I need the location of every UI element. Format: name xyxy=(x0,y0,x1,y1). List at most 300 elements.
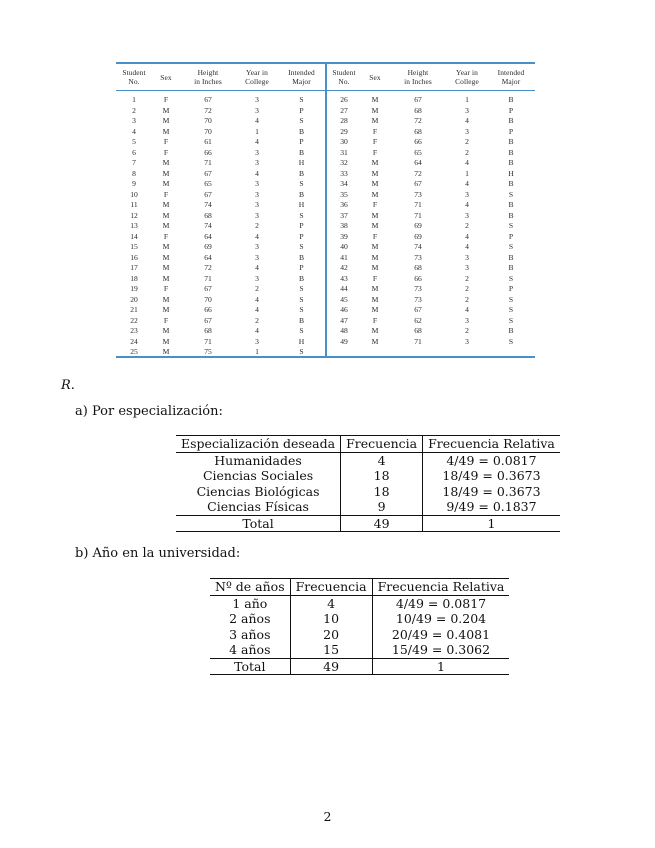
table-cell: 3 xyxy=(465,263,469,272)
table-cell: 71 xyxy=(204,158,212,167)
table-row xyxy=(116,263,325,274)
table-cell: P xyxy=(508,231,514,241)
table-cell: P xyxy=(508,126,514,136)
table-cell: 70 xyxy=(204,116,212,125)
table-cell: 38 xyxy=(340,221,348,230)
table-cell: S xyxy=(299,210,304,220)
table-cell: F xyxy=(372,315,378,325)
table-row xyxy=(327,253,535,264)
table-cell: 64 xyxy=(204,252,212,262)
column-header: Frecuencia Relativa xyxy=(372,579,509,596)
table-cell: M xyxy=(162,326,170,335)
table-row xyxy=(116,137,325,148)
table-cell: 22 xyxy=(130,315,138,325)
table-cell: 1 xyxy=(465,168,469,178)
table-row xyxy=(327,242,535,253)
table-row xyxy=(116,316,325,327)
table-cell: 15/49 = 0.3062 xyxy=(372,642,509,658)
table-cell: B xyxy=(298,273,305,283)
table-cell: 4 xyxy=(255,116,259,125)
student-table-left-body xyxy=(116,91,325,358)
table-cell: B xyxy=(508,147,514,157)
table-cell: 74 xyxy=(204,200,212,209)
table-row xyxy=(327,274,535,285)
header-major: Intended Major xyxy=(497,68,525,86)
table-row xyxy=(210,627,509,643)
table-cell: 4 xyxy=(465,200,469,209)
table-cell: F xyxy=(372,147,378,157)
table-cell: F xyxy=(163,147,169,157)
table-cell: 69 xyxy=(414,231,422,241)
table-cell: 2 xyxy=(132,105,136,115)
table-cell: M xyxy=(162,158,170,167)
table-cell: 11 xyxy=(130,200,138,209)
table-row xyxy=(210,642,509,658)
table-cell: F xyxy=(372,137,378,146)
table-cell: 71 xyxy=(414,210,422,220)
year-frequency-table xyxy=(210,578,509,675)
table-cell: 64 xyxy=(204,231,212,241)
table-cell: M xyxy=(371,116,379,125)
table-cell: 39 xyxy=(340,231,348,241)
header-height: Height in Inches xyxy=(404,68,432,86)
table-cell: 67 xyxy=(204,168,212,178)
table-row xyxy=(116,106,325,117)
table-cell: 46 xyxy=(340,305,348,314)
table-cell: 20 xyxy=(130,294,138,304)
table-row xyxy=(327,127,535,138)
table-cell: 4 xyxy=(255,137,259,146)
table-cell: M xyxy=(162,116,170,125)
table-cell: 66 xyxy=(204,147,212,157)
table-cell: Ciencias Biológicas xyxy=(196,483,320,499)
table-cell: 3 xyxy=(255,210,259,220)
table-cell: 3 xyxy=(255,242,259,251)
table-cell: 73 xyxy=(414,252,422,262)
table-cell: 3 xyxy=(255,336,259,346)
table-cell: 9 xyxy=(132,179,136,188)
table-cell: 69 xyxy=(414,221,422,230)
table-cell: 18/49 = 0.3673 xyxy=(423,484,560,500)
table-row xyxy=(116,347,325,358)
table-cell: S xyxy=(299,284,304,293)
table-cell: F xyxy=(372,200,378,209)
table-row xyxy=(327,158,535,169)
table-row xyxy=(327,200,535,211)
table-cell: 2 xyxy=(255,221,259,230)
table-cell: 70 xyxy=(204,126,212,136)
table-cell: 66 xyxy=(204,305,212,314)
total-cell: 1 xyxy=(372,658,509,675)
table-row xyxy=(116,200,325,211)
table-cell: 34 xyxy=(340,179,348,188)
table-cell: 19 xyxy=(130,284,138,293)
table-cell: 43 xyxy=(340,273,348,283)
table-cell: 71 xyxy=(414,336,422,346)
table-cell: 2 xyxy=(465,326,469,335)
table-cell: 65 xyxy=(204,179,212,188)
table-cell: 2 xyxy=(465,147,469,157)
table-row xyxy=(327,316,535,327)
student-data-table xyxy=(116,62,535,358)
table-cell: B xyxy=(508,263,514,272)
table-cell: 3 xyxy=(465,336,469,346)
table-cell: P xyxy=(299,221,304,230)
table-cell: 20/49 = 0.4081 xyxy=(372,627,509,643)
table-cell: 4 xyxy=(255,168,259,178)
table-cell: F xyxy=(163,95,169,104)
table-row xyxy=(210,611,509,627)
table-row xyxy=(176,452,560,468)
table-cell: 2 xyxy=(465,137,469,146)
table-cell: S xyxy=(299,242,304,251)
table-cell: 61 xyxy=(204,137,212,146)
table-cell: 3 xyxy=(255,105,259,115)
table-cell: B xyxy=(508,95,514,104)
table-cell: 2 xyxy=(465,273,469,283)
table-cell: 30 xyxy=(340,137,348,146)
table-cell: 74 xyxy=(204,221,212,230)
table-row xyxy=(116,127,325,138)
table-row xyxy=(116,326,325,337)
table-cell: 35 xyxy=(340,189,348,199)
table-cell: 67 xyxy=(414,305,422,314)
table-cell: M xyxy=(371,242,379,251)
table-cell: 3 xyxy=(255,200,259,209)
table-cell: 21 xyxy=(130,305,138,314)
table-cell: P xyxy=(299,137,304,146)
table-row xyxy=(176,484,560,500)
table-row xyxy=(116,169,325,180)
table-cell: 15 xyxy=(130,242,138,251)
student-table-left-header xyxy=(116,64,325,91)
table-cell: 17 xyxy=(130,263,138,272)
table-cell: 33 xyxy=(340,168,348,178)
table-cell: M xyxy=(162,105,170,115)
table-cell: 5 xyxy=(132,137,136,146)
table-cell: 66 xyxy=(414,273,422,283)
table-cell: 37 xyxy=(340,210,348,220)
table-cell: 3 xyxy=(465,252,469,262)
table-cell: 1 año xyxy=(232,595,268,611)
table-cell: 3 xyxy=(255,252,259,262)
table-cell: B xyxy=(508,252,514,262)
table-cell: 3 xyxy=(465,189,469,199)
table-cell: B xyxy=(298,189,305,199)
table-cell: M xyxy=(162,294,170,304)
table-cell: 16 xyxy=(130,252,138,262)
table-cell: 42 xyxy=(340,263,348,272)
table-cell: 2 xyxy=(465,284,469,293)
table-cell: 3 xyxy=(255,158,259,167)
table-cell: 71 xyxy=(204,336,212,346)
table-row xyxy=(327,95,535,106)
table-cell: 40 xyxy=(340,242,348,251)
table-cell: S xyxy=(299,326,304,335)
table-cell: 4 xyxy=(465,116,469,125)
table-row xyxy=(210,595,509,611)
table-row xyxy=(116,148,325,159)
table-cell: M xyxy=(162,168,170,178)
total-cell: 49 xyxy=(290,658,372,675)
table-cell: M xyxy=(371,95,379,104)
table-header-row xyxy=(210,579,509,596)
student-table-right xyxy=(327,62,535,358)
table-cell: 20 xyxy=(290,627,372,643)
table-cell: F xyxy=(163,315,169,325)
table-cell: 3 xyxy=(255,95,259,104)
answer-label: R. xyxy=(61,378,75,393)
table-cell: 3 xyxy=(255,179,259,188)
table-cell: M xyxy=(162,242,170,251)
table-cell: 26 xyxy=(340,95,348,104)
table-cell: M xyxy=(371,336,379,346)
table-row xyxy=(327,221,535,232)
table-cell: 47 xyxy=(340,315,348,325)
section-a-label: a) Por especialización: xyxy=(75,404,223,419)
table-cell: M xyxy=(371,263,379,272)
table-row xyxy=(116,116,325,127)
table-cell: 36 xyxy=(340,200,348,209)
table-cell: 2 xyxy=(465,221,469,230)
table-cell: 4 xyxy=(465,158,469,167)
table-cell: M xyxy=(162,273,170,283)
table-cell: M xyxy=(371,221,379,230)
table-cell: S xyxy=(508,336,514,346)
table-row xyxy=(327,337,535,348)
table-cell: 48 xyxy=(340,326,348,335)
column-header: Especialización deseada xyxy=(176,436,341,453)
table-cell: S xyxy=(299,305,304,314)
table-cell: S xyxy=(299,179,304,188)
table-cell: 72 xyxy=(414,116,422,125)
table-cell: 4 xyxy=(255,294,259,304)
header-height: Height in Inches xyxy=(194,68,222,86)
table-cell: F xyxy=(163,189,169,199)
table-cell: 9 xyxy=(341,499,423,515)
table-cell: 18 xyxy=(130,273,138,283)
table-cell: S xyxy=(508,315,514,325)
table-cell: M xyxy=(371,284,379,293)
table-row xyxy=(116,158,325,169)
table-cell: 32 xyxy=(340,158,348,167)
table-header-row xyxy=(176,436,560,453)
table-cell: 10 xyxy=(290,611,372,627)
table-cell: P xyxy=(299,105,304,115)
table-cell: F xyxy=(372,126,378,136)
table-cell: B xyxy=(298,147,305,157)
table-cell: M xyxy=(371,105,379,115)
table-cell: 13 xyxy=(130,221,138,230)
table-cell: 62 xyxy=(414,315,422,325)
table-row xyxy=(327,190,535,201)
table-cell: 1 xyxy=(255,126,259,136)
total-cell: 1 xyxy=(423,515,560,532)
column-header: Frecuencia Relativa xyxy=(423,436,560,453)
table-cell: H xyxy=(298,336,305,346)
table-cell: 4 xyxy=(465,179,469,188)
table-cell: Ciencias Físicas xyxy=(207,499,309,515)
table-cell: M xyxy=(162,179,170,188)
table-row xyxy=(116,242,325,253)
student-table-right-body xyxy=(327,91,535,347)
total-row xyxy=(176,515,560,532)
table-cell: 44 xyxy=(340,284,348,293)
table-cell: 7 xyxy=(132,158,136,167)
table-cell: M xyxy=(162,336,170,346)
table-cell: M xyxy=(162,221,170,230)
table-cell: 41 xyxy=(340,252,348,262)
table-cell: 23 xyxy=(130,326,138,335)
table-cell: M xyxy=(162,347,170,356)
table-cell: S xyxy=(299,95,304,104)
total-row xyxy=(210,658,509,675)
header-year: Year in College xyxy=(455,68,479,86)
table-cell: 67 xyxy=(204,315,212,325)
column-header: Frecuencia xyxy=(290,579,372,596)
table-cell: M xyxy=(162,126,170,136)
table-cell: 67 xyxy=(204,284,212,293)
table-cell: 72 xyxy=(204,263,212,272)
table-row xyxy=(116,295,325,306)
table-row xyxy=(327,295,535,306)
table-cell: F xyxy=(372,273,378,283)
table-cell: 9/49 = 0.1837 xyxy=(423,499,560,515)
table-cell: 31 xyxy=(340,147,348,157)
table-cell: 4/49 = 0.0817 xyxy=(372,595,509,611)
table-cell: 2 xyxy=(255,284,259,293)
table-row xyxy=(327,211,535,222)
header-student-no: Student No. xyxy=(332,68,356,86)
table-row xyxy=(327,263,535,274)
table-cell: 68 xyxy=(414,105,422,115)
table-row xyxy=(327,305,535,316)
table-cell: 4 xyxy=(132,126,136,136)
table-cell: 10/49 = 0.204 xyxy=(372,611,509,627)
table-row xyxy=(116,337,325,348)
table-cell: 3 xyxy=(465,126,469,136)
table-row xyxy=(116,221,325,232)
table-row xyxy=(327,179,535,190)
table-cell: 67 xyxy=(204,189,212,199)
table-cell: 3 xyxy=(255,147,259,157)
table-cell: 49 xyxy=(340,336,348,346)
major-frequency-table xyxy=(176,435,560,532)
table-cell: 12 xyxy=(130,210,138,220)
table-cell: 67 xyxy=(204,95,212,104)
table-row xyxy=(327,284,535,295)
table-cell: 72 xyxy=(204,105,212,115)
table-cell: 71 xyxy=(414,200,422,209)
table-cell: B xyxy=(298,252,305,262)
table-cell: H xyxy=(508,168,514,178)
table-cell: 28 xyxy=(340,116,348,125)
table-cell: 68 xyxy=(204,210,212,220)
table-cell: 67 xyxy=(414,95,422,104)
table-cell: 4 xyxy=(255,326,259,335)
table-cell: M xyxy=(371,294,379,304)
table-cell: 14 xyxy=(130,231,138,241)
table-cell: S xyxy=(299,116,304,125)
table-cell: 73 xyxy=(414,294,422,304)
table-cell: M xyxy=(162,210,170,220)
table-cell: F xyxy=(163,137,169,146)
table-cell: M xyxy=(371,189,379,199)
table-cell: 1 xyxy=(465,95,469,104)
table-cell: M xyxy=(162,252,170,262)
table-row xyxy=(116,179,325,190)
page-number: 2 xyxy=(323,809,332,824)
table-row xyxy=(116,232,325,243)
header-student-no: Student No. xyxy=(122,68,146,86)
table-cell: 3 años xyxy=(229,626,271,642)
table-cell: M xyxy=(162,263,170,272)
table-cell: Humanidades xyxy=(214,452,302,468)
table-cell: 4 xyxy=(465,242,469,251)
table-cell: Ciencias Sociales xyxy=(202,468,314,484)
table-row xyxy=(116,253,325,264)
table-cell: 4 xyxy=(255,263,259,272)
table-cell: 67 xyxy=(414,179,422,188)
table-cell: S xyxy=(299,294,304,304)
table-cell: M xyxy=(371,252,379,262)
table-cell: 10 xyxy=(130,189,138,199)
table-row xyxy=(327,232,535,243)
table-cell: 45 xyxy=(340,294,348,304)
table-cell: 4 xyxy=(341,452,423,468)
table-row xyxy=(116,305,325,316)
table-cell: 3 xyxy=(255,189,259,199)
table-cell: 2 xyxy=(465,294,469,304)
column-header: Frecuencia xyxy=(341,436,423,453)
table-cell: B xyxy=(298,126,305,136)
table-cell: 15 xyxy=(290,642,372,658)
header-year: Year in College xyxy=(245,68,269,86)
table-cell: H xyxy=(298,200,305,209)
table-cell: M xyxy=(162,200,170,209)
table-cell: 3 xyxy=(465,210,469,220)
table-cell: S xyxy=(508,189,514,199)
table-cell: 3 xyxy=(132,116,136,125)
table-row xyxy=(116,284,325,295)
table-cell: P xyxy=(508,105,514,115)
table-cell: H xyxy=(298,158,305,167)
table-cell: F xyxy=(163,231,169,241)
table-cell: S xyxy=(299,347,304,356)
column-header: Nº de años xyxy=(210,579,290,596)
table-cell: 27 xyxy=(340,105,348,115)
table-cell: 4 xyxy=(465,305,469,314)
student-table-left xyxy=(116,62,325,358)
table-cell: 6 xyxy=(132,147,136,157)
table-cell: 1 xyxy=(132,95,136,104)
table-cell: 2 años xyxy=(229,611,271,627)
table-cell: 4 años xyxy=(229,642,271,658)
table-cell: 66 xyxy=(414,137,422,146)
table-cell: F xyxy=(163,284,169,293)
table-cell: S xyxy=(508,242,514,251)
table-row xyxy=(327,326,535,337)
table-cell: B xyxy=(508,158,514,167)
table-cell: M xyxy=(371,168,379,178)
table-cell: B xyxy=(508,116,514,125)
table-cell: 29 xyxy=(340,126,348,136)
table-row xyxy=(176,499,560,515)
student-table-right-header xyxy=(327,64,535,91)
table-row xyxy=(327,116,535,127)
table-cell: 2 xyxy=(255,315,259,325)
header-sex: Sex xyxy=(160,72,172,82)
